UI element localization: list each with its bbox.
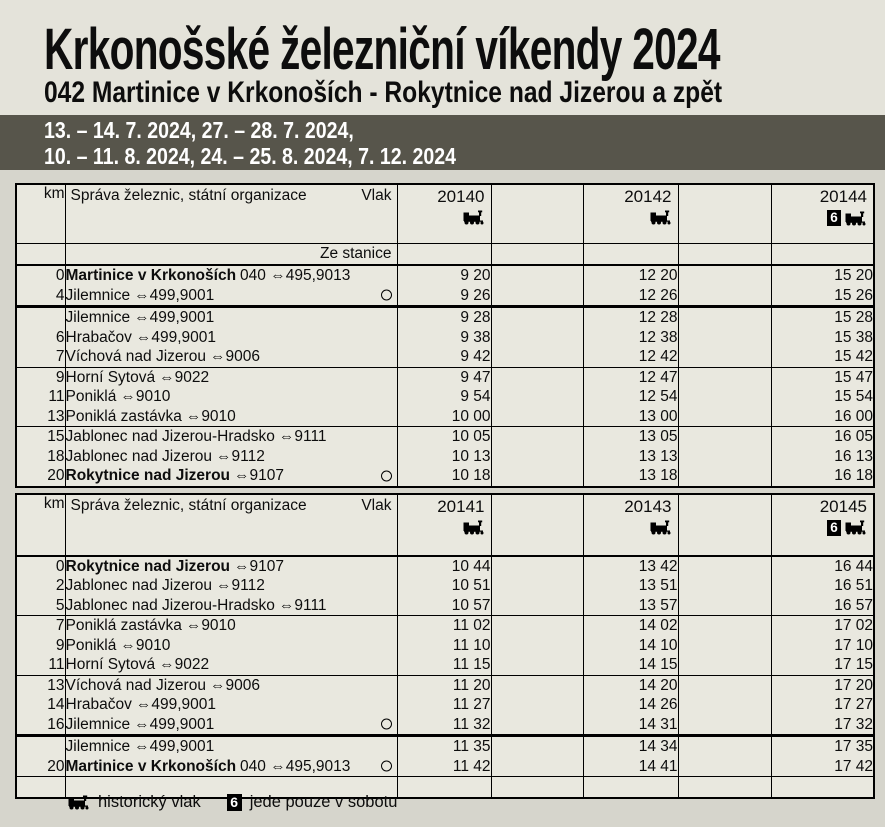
time-cell: 12 26 [583, 286, 678, 307]
time-cell: 17 32 [771, 715, 874, 736]
station-name: Horní Sytová [65, 368, 156, 386]
time-cell: 15 54 [771, 387, 874, 407]
time-cell: 10 05 [397, 427, 491, 447]
station-connections-note: ⇔9010 [185, 617, 236, 634]
time-cell: 13 18 [583, 466, 678, 487]
station-cell [65, 328, 397, 348]
station-row [16, 265, 874, 286]
time-cell: 12 54 [583, 387, 678, 407]
steam-locomotive-icon [463, 210, 485, 225]
legend-saturday-label: jede pouze v sobotu [249, 792, 398, 811]
page-title: Krkonošské železniční víkendy 2024 [44, 17, 720, 82]
train-symbols [584, 207, 678, 225]
time-cell: 17 02 [771, 616, 874, 636]
km-cell: 11 [16, 655, 65, 675]
station-cell [65, 466, 397, 487]
station-cell [65, 636, 397, 656]
station-row [16, 757, 874, 777]
spacer-cell [491, 655, 583, 675]
time-cell: 17 10 [771, 636, 874, 656]
saturday-6-badge: 6 [227, 794, 242, 811]
km-cell: 2 [16, 576, 65, 596]
station-connections-note: ⇔9112 [216, 577, 265, 594]
time-cell: 10 57 [397, 596, 491, 616]
circle-marker-icon [381, 719, 392, 730]
empty-cell [771, 244, 874, 266]
station-name: Jablonec nad Jizerou [65, 577, 212, 594]
km-cell: 9 [16, 636, 65, 656]
vlak-label: Vlak [361, 187, 392, 204]
station-row [16, 367, 874, 387]
station-cell [65, 307, 397, 328]
station-connections-note: ⇔9107 [234, 557, 284, 575]
train-symbols [398, 207, 491, 225]
spacer-cell [491, 777, 583, 798]
operator-header [66, 495, 397, 515]
station-name: Jilemnice [65, 286, 131, 304]
station-row [16, 407, 874, 427]
empty-cell [678, 244, 771, 266]
station-connections-note: ⇔499,9001 [134, 309, 215, 326]
saturday-6-badge: 6 [827, 520, 841, 536]
spacer-cell [678, 328, 771, 348]
train-symbols [584, 517, 678, 535]
time-cell: 11 42 [397, 757, 491, 777]
station-connections-note: 040 ⇔495,9013 [240, 757, 351, 775]
time-cell: 11 27 [397, 695, 491, 715]
operator-header [66, 185, 397, 205]
spacer-cell [678, 427, 771, 447]
spacer-cell [491, 715, 583, 736]
time-cell: 14 31 [583, 715, 678, 736]
time-cell: 17 42 [771, 757, 874, 777]
station-name: Poniklá [65, 636, 117, 654]
time-cell: 9 42 [397, 347, 491, 367]
time-cell: 15 26 [771, 286, 874, 307]
time-cell: 11 20 [397, 675, 491, 695]
direction-note-cell [65, 244, 397, 266]
direction-note: Ze stanice [319, 245, 392, 262]
direction-note-row [16, 244, 874, 266]
station-row [16, 576, 874, 596]
station-cell [65, 576, 397, 596]
train-header-20145 [771, 494, 874, 556]
time-cell: 9 38 [397, 328, 491, 348]
spacer-cell [491, 695, 583, 715]
train-number: 20142 [624, 187, 672, 206]
operator-header-cell [65, 184, 397, 244]
route-subtitle: 042 Martinice v Krkonoších - Rokytnice nad Jizerou a zpět [44, 76, 723, 109]
station-connections-note: ⇔499,9001 [135, 328, 216, 346]
legend-steam-label: historický vlak [98, 792, 201, 811]
time-cell: 16 51 [771, 576, 874, 596]
spacer-cell [678, 596, 771, 616]
spacer-cell [491, 636, 583, 656]
time-cell: 17 20 [771, 675, 874, 695]
train-symbols [772, 207, 874, 226]
km-cell: 13 [16, 675, 65, 695]
time-cell: 10 44 [397, 556, 491, 577]
spacer-cell [491, 407, 583, 427]
time-cell [583, 777, 678, 798]
station-name: Martinice v Krkonoších [65, 267, 237, 284]
km-cell: 20 [16, 757, 65, 777]
timetable-return [15, 493, 875, 799]
time-cell: 16 13 [771, 447, 874, 467]
station-cell [65, 556, 397, 577]
time-cell: 15 28 [771, 307, 874, 328]
station-name: Víchová nad Jizerou [65, 676, 206, 694]
spacer-cell [678, 387, 771, 407]
spacer-cell [678, 655, 771, 675]
station-name: Víchová nad Jizerou [65, 348, 206, 365]
time-cell [771, 777, 874, 798]
time-cell: 11 02 [397, 616, 491, 636]
station-name: Jablonec nad Jizerou-Hradsko [65, 596, 275, 614]
time-cell: 17 35 [771, 736, 874, 757]
station-name: Jilemnice [65, 738, 131, 755]
spacer-cell [678, 636, 771, 656]
spacer-cell [491, 367, 583, 387]
km-cell: 7 [16, 616, 65, 636]
km-column-header: km [16, 184, 65, 244]
spacer-cell [491, 736, 583, 757]
station-connections-note: ⇔499,9001 [134, 715, 215, 733]
time-cell: 13 00 [583, 407, 678, 427]
station-row [16, 466, 874, 487]
train-number: 20143 [624, 496, 672, 516]
station-row [16, 447, 874, 467]
circle-marker-icon [381, 290, 392, 301]
circle-marker-icon [381, 761, 392, 772]
time-cell: 9 47 [397, 367, 491, 387]
km-cell: 6 [16, 328, 65, 348]
empty-cell [397, 244, 491, 266]
station-connections-note: ⇔9006 [209, 676, 260, 694]
operating-dates-banner [0, 115, 885, 170]
spacer-cell [678, 616, 771, 636]
station-cell [65, 695, 397, 715]
time-cell: 9 54 [397, 387, 491, 407]
km-cell: 0 [16, 556, 65, 577]
km-cell: 11 [16, 387, 65, 407]
header-row [16, 494, 874, 556]
spacer-cell [491, 596, 583, 616]
time-cell: 13 13 [583, 447, 678, 467]
dates-line-1: 13. – 14. 7. 2024, 27. – 28. 7. 2024, [44, 116, 354, 143]
station-name: Hrabačov [65, 696, 132, 713]
time-cell: 17 27 [771, 695, 874, 715]
time-cell: 14 41 [583, 757, 678, 777]
station-name: Poniklá [65, 388, 117, 405]
station-cell [65, 675, 397, 695]
station-row [16, 387, 874, 407]
km-cell: 15 [16, 427, 65, 447]
station-connections-note: ⇔9010 [120, 388, 171, 405]
spacer-cell [678, 347, 771, 367]
station-name: Jilemnice [65, 715, 131, 733]
train-number: 20141 [437, 496, 485, 516]
time-cell: 15 38 [771, 328, 874, 348]
spacer-cell [491, 328, 583, 348]
steam-locomotive-icon [650, 520, 672, 535]
station-row [16, 347, 874, 367]
spacer-cell [678, 777, 771, 798]
time-cell: 11 10 [397, 636, 491, 656]
steam-locomotive-icon [463, 520, 485, 535]
time-cell: 11 32 [397, 715, 491, 736]
spacer-cell [491, 447, 583, 467]
km-cell: 9 [16, 367, 65, 387]
station-connections-note: ⇔9112 [216, 447, 265, 465]
spacer-cell [678, 757, 771, 777]
steam-locomotive-icon [845, 520, 867, 535]
time-cell: 10 18 [397, 466, 491, 487]
train-symbols [398, 517, 491, 535]
station-row [16, 736, 874, 757]
time-cell: 9 20 [397, 265, 491, 286]
station-cell [65, 715, 397, 736]
spacer-cell [491, 265, 583, 286]
time-cell: 10 00 [397, 407, 491, 427]
timetable-outbound [15, 183, 875, 488]
time-cell: 14 15 [583, 655, 678, 675]
spacer-cell [678, 307, 771, 328]
station-cell [65, 616, 397, 636]
time-cell: 16 44 [771, 556, 874, 577]
spacer-cell [678, 265, 771, 286]
station-row [16, 286, 874, 307]
spacer-cell [491, 427, 583, 447]
time-cell: 16 57 [771, 596, 874, 616]
station-connections-note: ⇔9107 [234, 467, 284, 484]
station-cell [65, 347, 397, 367]
train-header-20142 [583, 184, 678, 244]
station-row [16, 695, 874, 715]
time-cell: 13 05 [583, 427, 678, 447]
time-cell: 11 35 [397, 736, 491, 757]
operator-label: Správa železnic, státní organizace [70, 187, 307, 204]
spacer-cell [491, 387, 583, 407]
spacer-cell [678, 367, 771, 387]
spacer-cell [491, 286, 583, 307]
spacer-cell [491, 347, 583, 367]
time-cell: 10 13 [397, 447, 491, 467]
station-name: Poniklá zastávka [65, 407, 182, 425]
km-cell [16, 736, 65, 757]
time-cell: 10 51 [397, 576, 491, 596]
spacer-cell [491, 616, 583, 636]
station-connections-note: ⇔9006 [209, 348, 260, 365]
operator-label: Správa železnic, státní organizace [70, 496, 307, 514]
time-cell: 16 18 [771, 466, 874, 487]
saturday-6-badge: 6 [827, 210, 841, 226]
train-header-20140 [397, 184, 491, 244]
train-symbols [772, 517, 874, 536]
time-cell: 13 51 [583, 576, 678, 596]
station-name: Jilemnice [65, 309, 131, 326]
km-cell: 4 [16, 286, 65, 307]
spacer-cell [678, 407, 771, 427]
station-connections-note: ⇔499,9001 [135, 696, 216, 713]
spacer-cell [678, 576, 771, 596]
km-cell: 5 [16, 596, 65, 616]
circle-marker-icon [381, 470, 392, 481]
station-connections-note: ⇔9111 [278, 428, 327, 445]
time-cell: 11 15 [397, 655, 491, 675]
station-row [16, 427, 874, 447]
station-row [16, 616, 874, 636]
station-row [16, 715, 874, 736]
station-cell [65, 427, 397, 447]
time-cell [397, 777, 491, 798]
station-row [16, 556, 874, 577]
station-name: Poniklá zastávka [65, 617, 182, 634]
spacer-cell [678, 695, 771, 715]
time-cell: 13 42 [583, 556, 678, 577]
steam-locomotive-icon [68, 795, 90, 810]
station-cell [65, 265, 397, 286]
km-cell [16, 244, 65, 266]
station-cell [65, 655, 397, 675]
station-cell [65, 596, 397, 616]
time-cell: 16 00 [771, 407, 874, 427]
station-cell [65, 387, 397, 407]
spacer-cell [678, 556, 771, 577]
spacer-cell [678, 675, 771, 695]
empty-cell [491, 244, 583, 266]
time-cell: 12 47 [583, 367, 678, 387]
train-header-20144 [771, 184, 874, 244]
station-cell [65, 407, 397, 427]
km-cell: 16 [16, 715, 65, 736]
time-cell: 15 42 [771, 347, 874, 367]
station-cell [65, 736, 397, 757]
empty-cell [583, 244, 678, 266]
time-cell: 14 10 [583, 636, 678, 656]
spacer-cell [678, 715, 771, 736]
spacer-cell [491, 757, 583, 777]
km-cell [16, 777, 65, 798]
station-name: Hrabačov [65, 328, 132, 346]
station-name: Jablonec nad Jizerou [65, 447, 212, 465]
train-header-20143 [583, 494, 678, 556]
legend [68, 791, 397, 813]
vlak-label: Vlak [361, 496, 392, 514]
station-name: Rokytnice nad Jizerou [65, 557, 231, 575]
station-cell [65, 757, 397, 777]
time-cell: 12 28 [583, 307, 678, 328]
time-cell: 15 47 [771, 367, 874, 387]
station-row [16, 655, 874, 675]
km-cell: 20 [16, 466, 65, 487]
dates-line-2: 10. – 11. 8. 2024, 24. – 25. 8. 2024, 7. 12. 2024 [44, 142, 456, 169]
spacer-cell [678, 447, 771, 467]
station-row [16, 307, 874, 328]
time-cell: 12 20 [583, 265, 678, 286]
spacer-header-cell [491, 184, 583, 244]
spacer-header-cell [678, 184, 771, 244]
operator-header-cell [65, 494, 397, 556]
header-row [16, 184, 874, 244]
station-name: Rokytnice nad Jizerou [65, 467, 231, 484]
time-cell: 15 20 [771, 265, 874, 286]
time-cell: 13 57 [583, 596, 678, 616]
time-cell: 14 26 [583, 695, 678, 715]
station-cell [65, 367, 397, 387]
train-number: 20144 [819, 187, 867, 206]
steam-locomotive-icon [650, 210, 672, 225]
spacer-cell [491, 466, 583, 487]
time-cell: 16 05 [771, 427, 874, 447]
station-connections-note: ⇔9010 [120, 636, 171, 654]
station-connections-note: ⇔9022 [159, 368, 210, 386]
station-cell [65, 447, 397, 467]
station-connections-note: ⇔9111 [278, 596, 327, 614]
timetables-container [15, 183, 873, 799]
train-number: 20140 [437, 187, 485, 206]
spacer-cell [678, 736, 771, 757]
spacer-header-cell [678, 494, 771, 556]
station-row [16, 328, 874, 348]
spacer-header-cell [491, 494, 583, 556]
km-cell: 18 [16, 447, 65, 467]
spacer-cell [491, 576, 583, 596]
time-cell: 17 15 [771, 655, 874, 675]
spacer-cell [491, 675, 583, 695]
station-row [16, 596, 874, 616]
spacer-cell [491, 556, 583, 577]
station-connections-note: 040 ⇔495,9013 [240, 267, 351, 284]
time-cell: 14 20 [583, 675, 678, 695]
station-connections-note: ⇔499,9001 [134, 738, 215, 755]
time-cell: 14 02 [583, 616, 678, 636]
station-name: Martinice v Krkonoších [65, 757, 237, 775]
station-connections-note: ⇔499,9001 [134, 286, 215, 304]
station-row [16, 636, 874, 656]
time-cell: 9 26 [397, 286, 491, 307]
steam-locomotive-icon [845, 211, 867, 226]
km-cell: 7 [16, 347, 65, 367]
station-cell [65, 286, 397, 307]
time-cell: 14 34 [583, 736, 678, 757]
title-zone [0, 0, 885, 115]
km-cell: 13 [16, 407, 65, 427]
km-column-header: km [16, 494, 65, 556]
station-row [16, 675, 874, 695]
km-cell [16, 307, 65, 328]
spacer-cell [491, 307, 583, 328]
train-number: 20145 [819, 496, 867, 516]
station-name: Horní Sytová [65, 656, 156, 673]
station-name: Jablonec nad Jizerou-Hradsko [65, 428, 275, 445]
time-cell: 9 28 [397, 307, 491, 328]
km-cell: 14 [16, 695, 65, 715]
time-cell: 12 42 [583, 347, 678, 367]
station-connections-note: ⇔9010 [185, 407, 236, 425]
spacer-cell [678, 466, 771, 487]
km-cell: 0 [16, 265, 65, 286]
spacer-cell [678, 286, 771, 307]
train-header-20141 [397, 494, 491, 556]
station-connections-note: ⇔9022 [159, 656, 210, 673]
time-cell: 12 38 [583, 328, 678, 348]
